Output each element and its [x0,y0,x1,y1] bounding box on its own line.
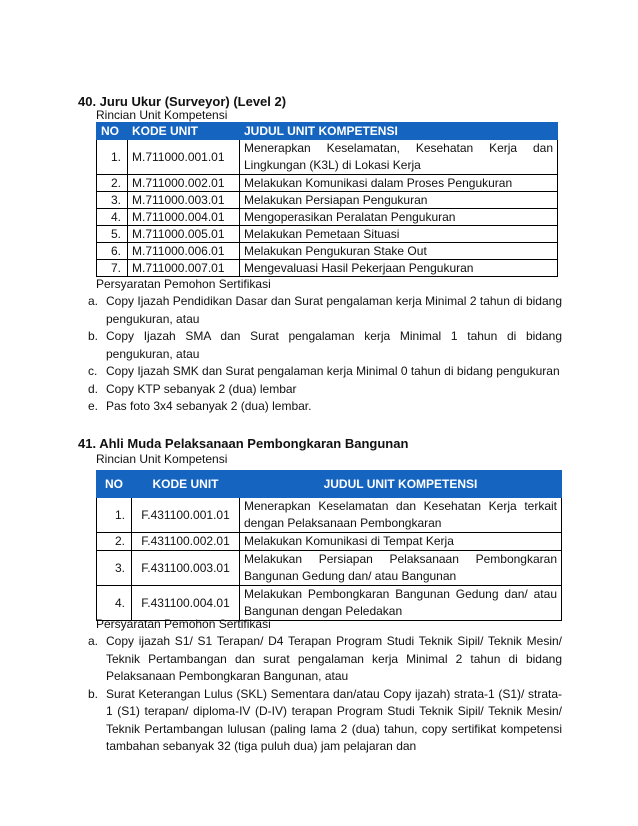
requirements-title: Persyaratan Pemohon Sertifikasi [96,617,271,631]
row-kode: M.711000.002.01 [128,175,240,192]
row-no: 1. [97,498,132,533]
row-judul-line: Lingkungan (K3L) di Lokasi Kerja [244,158,421,172]
list-item-text: Pas foto 3x4 sebanyak 2 (dua) lembar. [106,399,312,413]
row-judul-line: dengan Pelaksanaan Pembongkaran [244,516,442,530]
row-no: 3. [97,551,132,586]
list-marker: a. [88,294,99,308]
table-header-row [97,471,562,498]
row-judul-line: Menerapkan Keselamatan dan Kesehatan Kerja terkait [244,499,557,513]
header-judul-unit: JUDUL UNIT KOMPETENSI [240,471,562,498]
table-row [97,140,558,175]
row-kode: F.431100.002.01 [132,533,240,551]
table-row [97,226,558,243]
row-judul: Melakukan Persiapan Pengukuran [240,192,558,209]
header-no: NO [97,123,128,140]
row-kode: M.711000.004.01 [128,209,240,226]
list-item-text: Copy KTP sebanyak 2 (dua) lembar [106,381,297,396]
row-no: 7. [97,260,128,277]
row-no: 4. [97,586,132,621]
row-judul-line: Bangunan dengan Peledakan [244,604,403,618]
section-41-title: 41. Ahli Muda Pelaksanaan Pembongkaran Bangunan [78,436,409,451]
table-header-row [97,123,558,140]
list-marker: e. [88,399,99,413]
row-kode: F.431100.004.01 [132,586,240,621]
list-marker: b. [88,329,99,343]
table-row [97,533,562,551]
header-judul-unit: JUDUL UNIT KOMPETENSI [240,123,558,140]
list-marker: c. [88,364,98,378]
row-kode: F.431100.003.01 [132,551,240,586]
requirements-list [80,633,562,756]
requirements-40 [88,276,562,416]
row-kode: M.711000.006.01 [128,243,240,260]
row-kode: M.711000.001.01 [128,140,240,175]
row-judul: Melakukan Pengukuran Stake Out [240,243,558,260]
list-item-text: Surat Keterangan Lulus (SKL) Sementara dan/atau Copy ijazah) strata-1 (S1)/ strata-1 (S1) terapan/ diploma-IV (D-IV) terapan Program Studi Teknik Sipil/ Teknik Mesin/ Teknik Pertambangan lulusan (paling lama 2 (dua) tahun, copy sertifikat kompetensi tambahan sebanyak 32 (tiga puluh dua) jam pelajaran dan [106,686,562,753]
list-marker: b. [88,686,99,701]
row-judul [240,140,558,175]
list-item [80,686,562,756]
table-row [97,243,558,260]
row-judul: Melakukan Pemetaan Situasi [240,226,558,243]
row-no: 2. [97,175,128,192]
row-judul-line: Melakukan Persiapan Pelaksanaan Pembongkaran [244,552,557,566]
requirements-41 [88,616,562,756]
list-item-text: Copy Ijazah SMA dan Surat pengalaman kerja Minimal 1 tahun di bidang pengukuran, atau [106,329,562,361]
row-no: 5. [97,226,128,243]
section-40-subtitle: Rincian Unit Kompetensi [96,108,228,122]
list-item-text: Copy Ijazah Pendidikan Dasar dan Surat pengalaman kerja Minimal 2 tahun di bidang pengukuran, atau [106,294,562,326]
row-judul-line: Bangunan Gedung dan/ atau Bangunan [244,569,457,583]
row-judul [240,551,562,586]
row-kode: M.711000.005.01 [128,226,240,243]
list-item [80,633,562,686]
table-row [97,498,562,533]
row-no: 3. [97,192,128,209]
table-row [97,209,558,226]
table-row [97,260,558,277]
row-kode: M.711000.007.01 [128,260,240,277]
list-item [80,381,562,399]
header-no: NO [97,471,132,498]
row-judul-line: Menerapkan Keselamatan, Kesehatan Kerja dan [244,141,553,155]
list-item [80,328,562,363]
table-row [97,192,558,209]
row-judul-line: Melakukan Pembongkaran Bangunan Gedung dan/ atau [244,587,557,601]
row-kode: M.711000.003.01 [128,192,240,209]
row-judul [240,498,562,533]
row-judul: Melakukan Komunikasi di Tempat Kerja [240,533,562,551]
list-item [80,363,562,381]
row-no: 2. [97,533,132,551]
header-kode-unit: KODE UNIT [128,123,240,140]
table-row [97,551,562,586]
competency-table-40 [96,122,558,277]
section-41-subtitle: Rincian Unit Kompetensi [96,452,228,466]
list-item-text: Copy Ijazah SMK dan Surat pengalaman kerja Minimal 0 tahun di bidang pengukuran [106,364,560,378]
list-item [80,293,562,328]
row-judul: Mengevaluasi Hasil Pekerjaan Pengukuran [240,260,558,277]
table-row [97,175,558,192]
row-judul: Melakukan Komunikasi dalam Proses Pengukuran [240,175,558,192]
requirements-title: Persyaratan Pemohon Sertifikasi [96,277,271,291]
list-marker: a. [88,634,99,648]
row-kode: F.431100.001.01 [132,498,240,533]
row-no: 1. [97,140,128,175]
requirements-list [80,293,562,416]
list-marker: d. [88,381,99,396]
row-judul: Mengoperasikan Peralatan Pengukuran [240,209,558,226]
list-item [80,398,562,416]
section-40-title: 40. Juru Ukur (Surveyor) (Level 2) [78,94,287,109]
row-no: 4. [97,209,128,226]
list-item-text: Copy ijazah S1/ S1 Terapan/ D4 Terapan Program Studi Teknik Sipil/ Teknik Mesin/ Teknik Pertambangan dan surat pengalaman kerja Minimal 2 tahun di bidang Pelaksanaan Pembongkaran Bangunan, atau [106,634,562,683]
header-kode-unit: KODE UNIT [132,471,240,498]
competency-table-41 [96,470,562,621]
row-no: 6. [97,243,128,260]
